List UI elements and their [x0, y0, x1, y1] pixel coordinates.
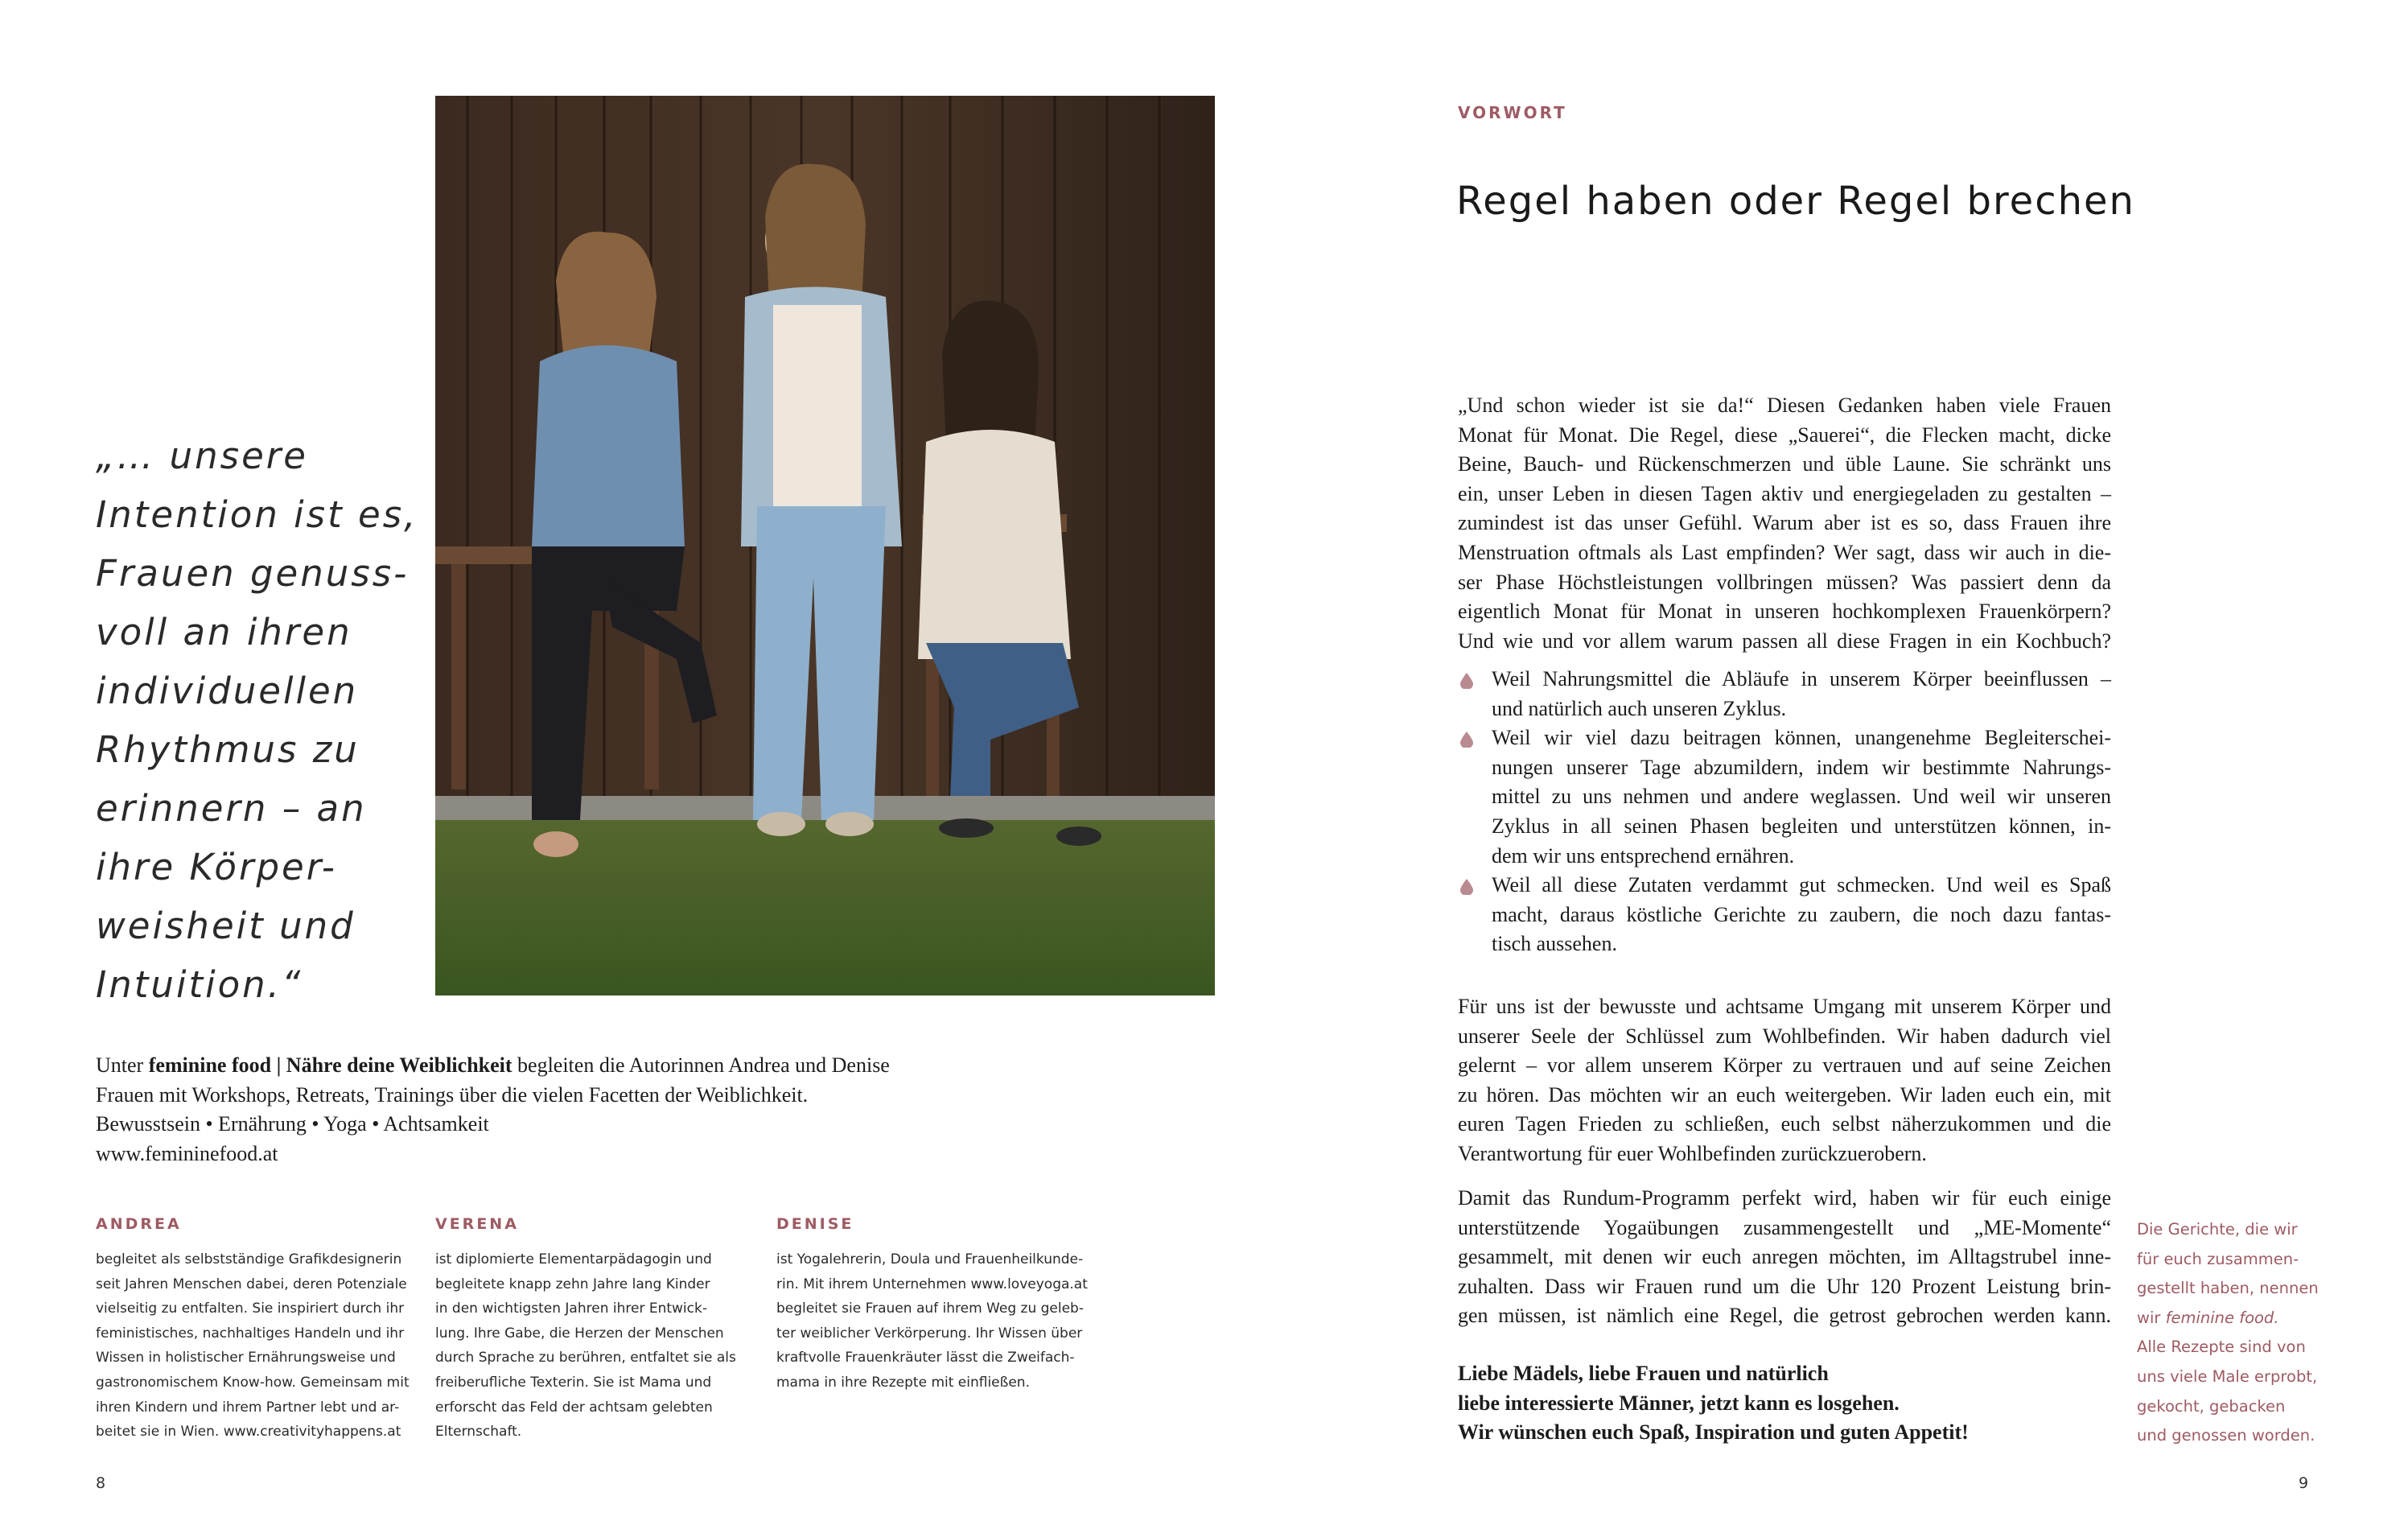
list-line: Weil Nahrungsmittel die Abläufe in unserem Körper beeinflussen – [1492, 667, 2111, 690]
quote-line: voll an ihren [96, 611, 352, 653]
bio-line: ter weiblicher Verkörperung. Ihr Wissen über [776, 1325, 1083, 1342]
body-line: Monat für Monat. Die Regel, diese „Sauerei“, die Flecken macht, dicke [1458, 422, 2111, 447]
quote-line: Rhythmus zu [96, 728, 360, 771]
closing-greeting [1458, 1359, 1969, 1448]
bio-line: ihren Kindern und ihrem Partner lebt und ar- [96, 1399, 400, 1416]
body-line: euren Tagen Frieden zu schließen, euch selbst näherzukommen und die [1458, 1112, 2111, 1136]
body-paragraph-2 [1458, 992, 2111, 1169]
pull-quote [96, 427, 434, 1014]
drop-icon [1460, 732, 1473, 748]
quote-line: Frauen genuss- [96, 552, 410, 595]
page-title: Regel haben oder Regel brechen [1456, 179, 2135, 224]
body-line: gesammelt, mit denen wir euch anregen möchten, im Alltagstrubel inne- [1458, 1245, 2111, 1269]
author-bio [776, 1247, 1130, 1395]
list-line: dem wir uns entsprechend ernähren. [1492, 843, 1795, 868]
body-line: unterstützende Yogaübungen zusammengestellt und „ME-Momente“ [1458, 1215, 2111, 1239]
bio-line: seit Jahren Menschen dabei, deren Potenziale [96, 1276, 407, 1292]
body-line: eigentlich Monat für Monat in unseren hochkomplexen Frauenkörpern? [1458, 600, 2111, 624]
note-line [2137, 1304, 2322, 1333]
bio-line: durch Sprache zu berühren, entfaltet sie als [435, 1350, 736, 1366]
body-paragraph-3 [1458, 1184, 2111, 1331]
note-line: gestellt haben, nennen [2137, 1279, 2319, 1298]
list-line: nungen unserer Tage abzumildern, indem wir bestimmte Nahrungs- [1492, 755, 2111, 779]
bio-line: kraftvolle Frauenkräuter lässt die Zweifach- [776, 1350, 1075, 1366]
author-name: DENISE [776, 1215, 854, 1233]
author-andrea [96, 1215, 450, 1445]
drop-icon [1460, 879, 1473, 895]
intro-line [96, 1051, 1021, 1081]
quote-line: ihre Körper- [96, 846, 337, 888]
bio-line: in den wichtigsten Jahren ihrer Entwick- [435, 1300, 707, 1317]
quote-line: weisheit und [96, 905, 356, 947]
body-paragraph-1 [1458, 391, 2111, 656]
bio-line: feministisches, nachhaltiges Handeln und ihr [96, 1325, 405, 1342]
body-line: ser Phase Höchstleistungen vollbringen müssen? Was passiert denn da [1458, 570, 2111, 594]
intro-tagline: Bewusstsein • Ernährung • Yoga • Achtsamkeit [96, 1112, 489, 1136]
body-line: „Und schon wieder ist sie da!“ Diesen Gedanken haben viele Frauen [1458, 394, 2111, 417]
author-name: ANDREA [96, 1215, 182, 1233]
quote-line: Intention ist es, [96, 493, 418, 536]
closing-line: Liebe Mädels, liebe Frauen und natürlich [1458, 1362, 1829, 1385]
body-line: gelernt – vor allem unserem Körper zu vertrauen und auf seine Zeichen [1458, 1053, 2111, 1078]
reasons-list [1458, 665, 2111, 959]
quote-line: individuellen [96, 670, 359, 712]
website-link[interactable]: www.femininefood.at [96, 1141, 278, 1165]
body-line: gen müssen, ist nämlich eine Regel, die getrost gebrochen werden kann. [1458, 1304, 2111, 1328]
bio-line: erforscht das Feld der achtsam gelebten [435, 1399, 713, 1416]
list-line: Weil wir viel dazu beitragen können, unangenehme Begleiterschei- [1492, 726, 2111, 750]
body-line: Verantwortung für euer Wohlbefinden zurückzuerobern. [1458, 1141, 1927, 1165]
list-line: Zyklus in all seinen Phasen begleiten und unterstützen können, in- [1492, 814, 2111, 838]
list-item [1458, 871, 2111, 959]
intro-paragraph [96, 1051, 1021, 1169]
body-line: zu hören. Das möchten wir an euch weitergeben. Wir laden euch ein, mit [1458, 1082, 2111, 1107]
author-verena [435, 1215, 789, 1445]
bio-line: lung. Ihre Gabe, die Herzen der Menschen [435, 1325, 724, 1342]
bio-line: ist diplomierte Elementarpädagogin und [435, 1251, 712, 1268]
quote-line: erinnern – an [96, 787, 367, 830]
bio-line: gastronomischem Know-how. Gemeinsam mit [96, 1374, 410, 1391]
bio-line: freiberufliche Texterin. Sie ist Mama und [435, 1374, 712, 1391]
list-line: Weil all diese Zutaten verdammt gut schmecken. Und weil es Spaß [1492, 873, 2111, 897]
body-line: Für uns ist der bewusste und achtsame Umgang mit unserem Körper und [1458, 995, 2111, 1018]
body-line: zumindest ist das unser Gefühl. Warum aber ist es so, dass Frauen ihre [1458, 511, 2111, 535]
note-line: uns viele Male erprobt, [2137, 1366, 2318, 1386]
bio-line: begleitet sie Frauen auf ihrem Weg zu geleb- [776, 1300, 1084, 1317]
drop-icon [1460, 673, 1473, 689]
bio-line: vielseitig zu entfalten. Sie inspiriert durch ihr [96, 1300, 405, 1317]
intro-text: begleiten die Autorinnen Andrea und Denise [512, 1053, 890, 1077]
body-line: Und wie und vor allem warum passen all diese Fragen in ein Kochbuch? [1458, 629, 2111, 653]
body-line: unserer Seele der Schlüssel zum Wohlbefinden. Wir haben dadurch viel [1458, 1024, 2111, 1048]
intro-line: Frauen mit Workshops, Retreats, Trainings über die vielen Facetten der Weiblichkeit. [96, 1082, 809, 1107]
quote-line: Intuition.“ [96, 963, 303, 1006]
closing-line: Wir wünschen euch Spaß, Inspiration und guten Appetit! [1458, 1420, 1969, 1445]
body-line: Beine, Bauch- und Rückenschmerzen und üble Laune. Sie schränkt uns [1458, 452, 2111, 476]
list-line: und natürlich auch unseren Zyklus. [1492, 696, 1787, 720]
author-name: VERENA [435, 1215, 519, 1233]
section-kicker: VORWORT [1458, 103, 1567, 122]
author-bio [435, 1247, 789, 1445]
quote-line: „… unsere [96, 435, 308, 477]
note-line: gekocht, gebacken [2137, 1396, 2286, 1416]
note-line: und genossen worden. [2137, 1426, 2315, 1445]
closing-line: liebe interessierte Männer, jetzt kann es losgehen. [1458, 1391, 1900, 1415]
bio-line: rin. Mit ihrem Unternehmen www.loveyoga.at [776, 1276, 1088, 1292]
body-line: zuhalten. Dass wir Frauen rund um die Uhr 120 Prozent Leistung brin- [1458, 1274, 2111, 1298]
margin-note [2137, 1215, 2322, 1451]
brand-name: feminine food | Nähre deine Weiblichkeit [148, 1053, 512, 1077]
body-line: ein, unser Leben in diesen Tagen aktiv und energiegeladen zu gestalten – [1458, 481, 2111, 505]
bio-line: begleitet als selbstständige Grafikdesignerin [96, 1251, 402, 1268]
bio-line: ist Yogalehrerin, Doula und Frauenheilkunde- [776, 1251, 1084, 1268]
page-number-right: 9 [2299, 1474, 2309, 1492]
author-denise [776, 1215, 1130, 1395]
note-line: für euch zusammen- [2137, 1249, 2299, 1268]
list-item [1458, 723, 2111, 871]
bio-line: beitet sie in Wien. www.creativityhappens.at [96, 1424, 401, 1441]
body-line: Menstruation oftmals als Last empfinden? Wer sagt, dass wir auch in die- [1458, 540, 2111, 564]
bio-line: Elternschaft. [435, 1424, 522, 1441]
note-line: Alle Rezepte sind von [2137, 1338, 2306, 1357]
bio-line: begleitete knapp zehn Jahre lang Kinder [435, 1276, 710, 1292]
note-line: Die Gerichte, die wir [2137, 1220, 2298, 1239]
intro-text: Unter [96, 1053, 149, 1077]
note-emphasis: feminine food. [2165, 1308, 2279, 1327]
list-item [1458, 665, 2111, 723]
list-line: mittel zu uns nehmen und andere weglassen. Und weil wir unseren [1492, 785, 2111, 809]
list-line: tisch aussehen. [1492, 932, 1617, 956]
author-bio [96, 1247, 450, 1445]
authors-photo [435, 96, 1215, 995]
bio-line: Wissen in holistischer Ernährungsweise und [96, 1350, 396, 1366]
list-line: macht, daraus köstliche Gerichte zu zaubern, die noch dazu fantas- [1492, 902, 2111, 926]
bio-line: mama in ihre Rezepte mit einfließen. [776, 1374, 1030, 1391]
note-text: wir [2137, 1308, 2166, 1327]
body-line: Damit das Rundum-Programm perfekt wird, haben wir für euch einige [1458, 1186, 2111, 1210]
page-number-left: 8 [96, 1474, 106, 1492]
